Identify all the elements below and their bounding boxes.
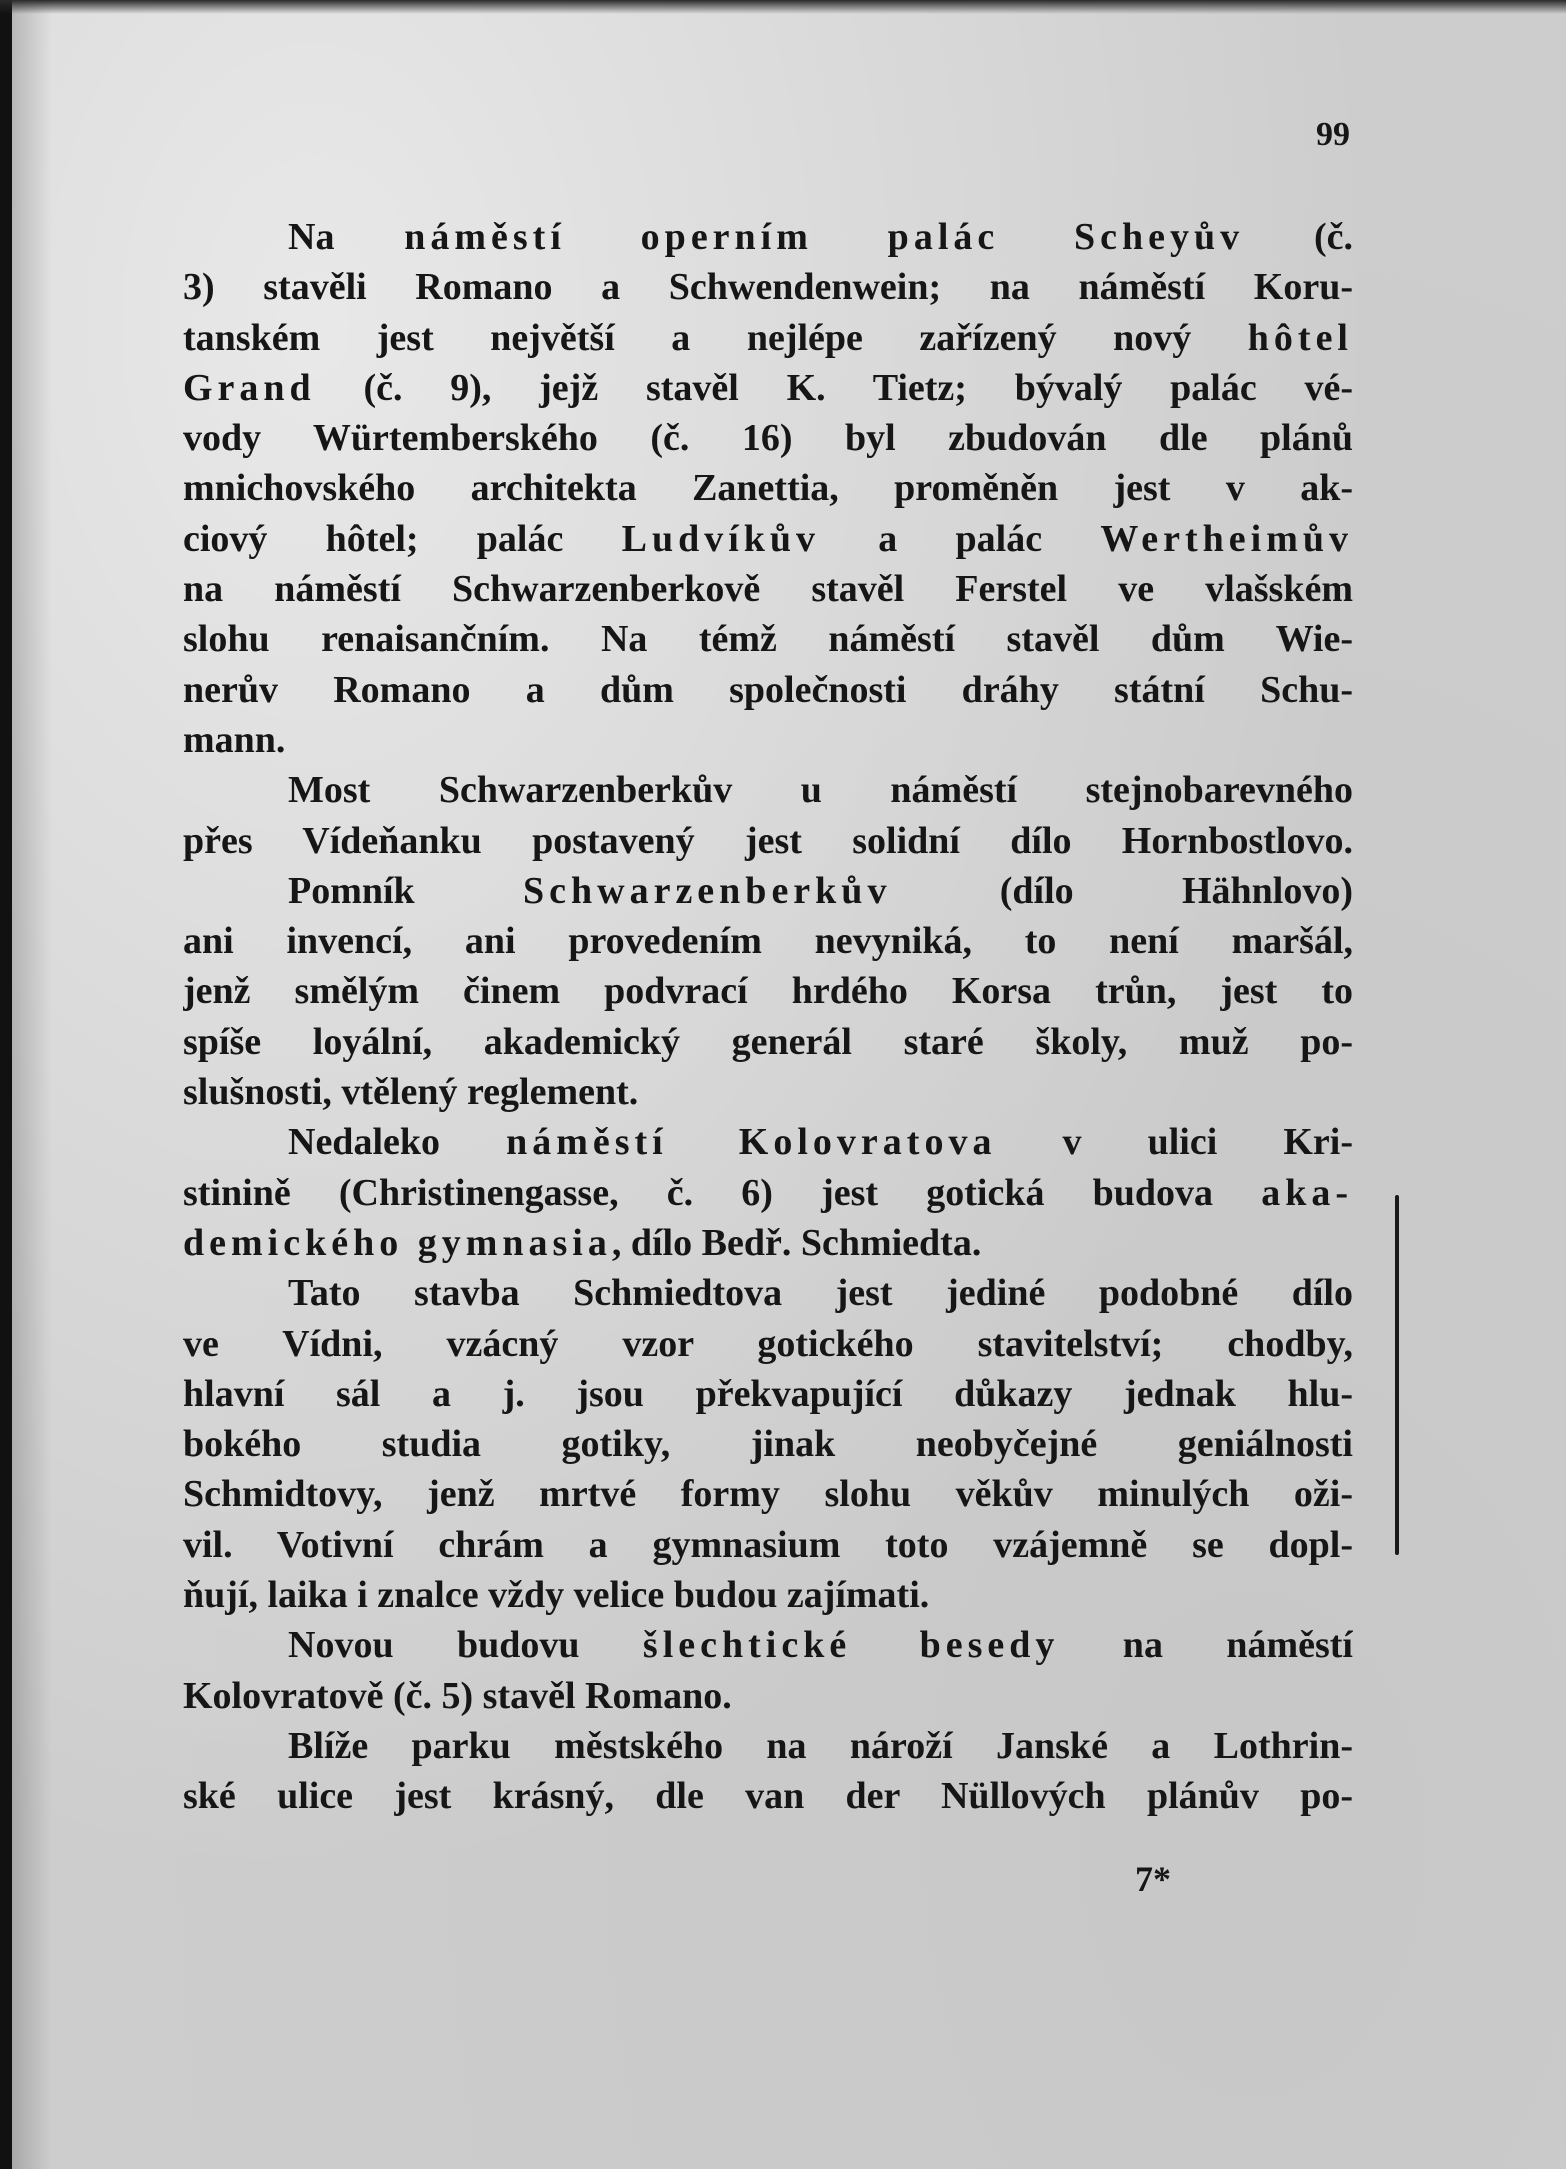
text-segment: spíše loyální, akademický generál staré školy, muž po- xyxy=(183,1020,1353,1063)
text-segment: nerův Romano a dům společnosti dráhy státní Schu- xyxy=(183,668,1353,711)
text-line xyxy=(183,1268,1353,1318)
page-left-edge xyxy=(0,0,12,2169)
text-line xyxy=(183,1721,1353,1771)
text-line xyxy=(183,966,1353,1016)
text-line xyxy=(183,514,1353,564)
text-line xyxy=(183,1369,1353,1419)
text-line xyxy=(183,1771,1353,1821)
text-line xyxy=(183,212,1353,262)
text-segment: a palác xyxy=(820,517,1101,560)
text-segment: tanském jest největší a nejlépe zařízený nový xyxy=(183,316,1248,359)
text-segment: na náměstí Schwarzenberkově stavěl Ferstel ve vlašském xyxy=(183,568,1353,611)
spaced-emphasis-text: šlechtické besedy xyxy=(642,1624,1060,1667)
text-segment: Pomník xyxy=(288,869,523,912)
text-line xyxy=(183,363,1353,413)
text-line xyxy=(183,1168,1353,1218)
text-line xyxy=(183,1319,1353,1369)
text-segment: (č. 9), jejž stavěl K. Tietz; bývalý palác vé- xyxy=(315,366,1353,409)
text-segment: Blíže parku městského na nároží Janské a Lothrin- xyxy=(288,1724,1353,1767)
text-segment: vody Würtemberského (č. 16) byl zbudován dle plánů xyxy=(183,417,1353,460)
text-line xyxy=(183,463,1353,513)
text-segment: slohu renaisančním. Na témž náměstí stavěl dům Wie- xyxy=(183,618,1353,661)
text-line xyxy=(183,1671,1353,1721)
text-line xyxy=(183,1520,1353,1570)
text-line xyxy=(183,1067,1353,1117)
body-text xyxy=(183,212,1353,1822)
spaced-emphasis-text: hôtel xyxy=(1247,316,1353,359)
text-line xyxy=(183,1218,1353,1268)
text-segment: v ulici Kri- xyxy=(996,1121,1353,1164)
text-segment: bokého studia gotiky, jinak neobyčejné geniálnosti xyxy=(183,1423,1353,1466)
text-segment: Nedaleko xyxy=(288,1121,507,1164)
text-segment: Tato stavba Schmiedtova jest jediné podobné dílo xyxy=(288,1272,1353,1315)
text-line xyxy=(183,715,1353,765)
spaced-emphasis-text: náměstí Kolovratova xyxy=(506,1121,997,1164)
text-segment: , dílo Bedř. Schmiedta. xyxy=(611,1221,982,1264)
text-segment: Novou budovu xyxy=(288,1624,643,1667)
text-segment: (dílo Hähnlovo) xyxy=(891,869,1353,912)
text-line xyxy=(183,665,1353,715)
text-line xyxy=(183,1469,1353,1519)
spaced-emphasis-text: Schwarzenberkův xyxy=(523,869,892,912)
text-line xyxy=(183,1570,1353,1620)
text-line xyxy=(183,765,1353,815)
text-segment: vil. Votivní chrám a gymnasium toto vzájemně se dopl- xyxy=(183,1523,1353,1566)
text-line xyxy=(183,262,1353,312)
text-line xyxy=(183,916,1353,966)
text-line xyxy=(183,413,1353,463)
text-segment: na náměstí xyxy=(1059,1624,1353,1667)
spaced-emphasis-text: aka- xyxy=(1261,1171,1353,1214)
text-segment: Most Schwarzenberkův u náměstí stejnobarevného xyxy=(288,769,1353,812)
text-segment: mnichovského architekta Zanettia, proměněn jest v ak- xyxy=(183,467,1353,510)
page-gutter-shadow xyxy=(12,0,52,2169)
page-top-edge xyxy=(0,0,1566,14)
text-segment: jenž smělým činem podvrací hrdého Korsa trůn, jest to xyxy=(183,970,1353,1013)
text-line xyxy=(183,313,1353,363)
text-segment: Na xyxy=(288,216,405,258)
text-segment: hlavní sál a j. jsou překvapující důkazy jednak hlu- xyxy=(183,1372,1353,1415)
signature-mark: 7* xyxy=(1135,1859,1171,1899)
text-segment: (č. xyxy=(1244,216,1353,258)
text-segment: Schmidtovy, jenž mrtvé formy slohu věkův minulých oži- xyxy=(183,1473,1353,1516)
spaced-emphasis-text: Grand xyxy=(183,366,316,409)
spaced-emphasis-text: demického gymnasia xyxy=(183,1221,612,1264)
spaced-emphasis-text: Ludvíkův xyxy=(621,517,821,560)
text-segment: ňují, laika i znalce vždy velice budou zajímati. xyxy=(183,1574,930,1617)
text-segment: mann. xyxy=(183,718,286,761)
text-segment: 3) stavěli Romano a Schwendenwein; na náměstí Koru- xyxy=(183,266,1353,309)
text-segment: ciový hôtel; palác xyxy=(183,517,622,560)
margin-line-mark xyxy=(1395,1195,1399,1555)
text-segment: ani invencí, ani provedením nevyniká, to není maršál, xyxy=(183,920,1353,963)
text-line xyxy=(183,614,1353,664)
text-segment: Kolovratově (č. 5) stavěl Romano. xyxy=(183,1674,732,1717)
text-segment: ve Vídni, vzácný vzor gotického stavitelství; chodby, xyxy=(183,1322,1353,1365)
spaced-emphasis-text: náměstí operním palác Scheyův xyxy=(404,216,1245,258)
text-segment: slušnosti, vtělený reglement. xyxy=(183,1071,639,1114)
text-line xyxy=(183,1017,1353,1067)
text-line xyxy=(183,1620,1353,1670)
text-line xyxy=(183,816,1353,866)
text-line xyxy=(183,564,1353,614)
text-segment: přes Vídeňanku postavený jest solidní dílo Hornbostlovo. xyxy=(183,819,1353,862)
text-segment: stinině (Christinengasse, č. 6) jest gotická budova xyxy=(183,1171,1262,1214)
page-number: 99 xyxy=(1316,116,1350,153)
text-line xyxy=(183,866,1353,916)
text-line xyxy=(183,1419,1353,1469)
text-segment: ské ulice jest krásný, dle van der Nüllových plánův po- xyxy=(183,1775,1353,1818)
spaced-emphasis-text: Wertheimův xyxy=(1100,517,1353,560)
text-line xyxy=(183,1117,1353,1167)
